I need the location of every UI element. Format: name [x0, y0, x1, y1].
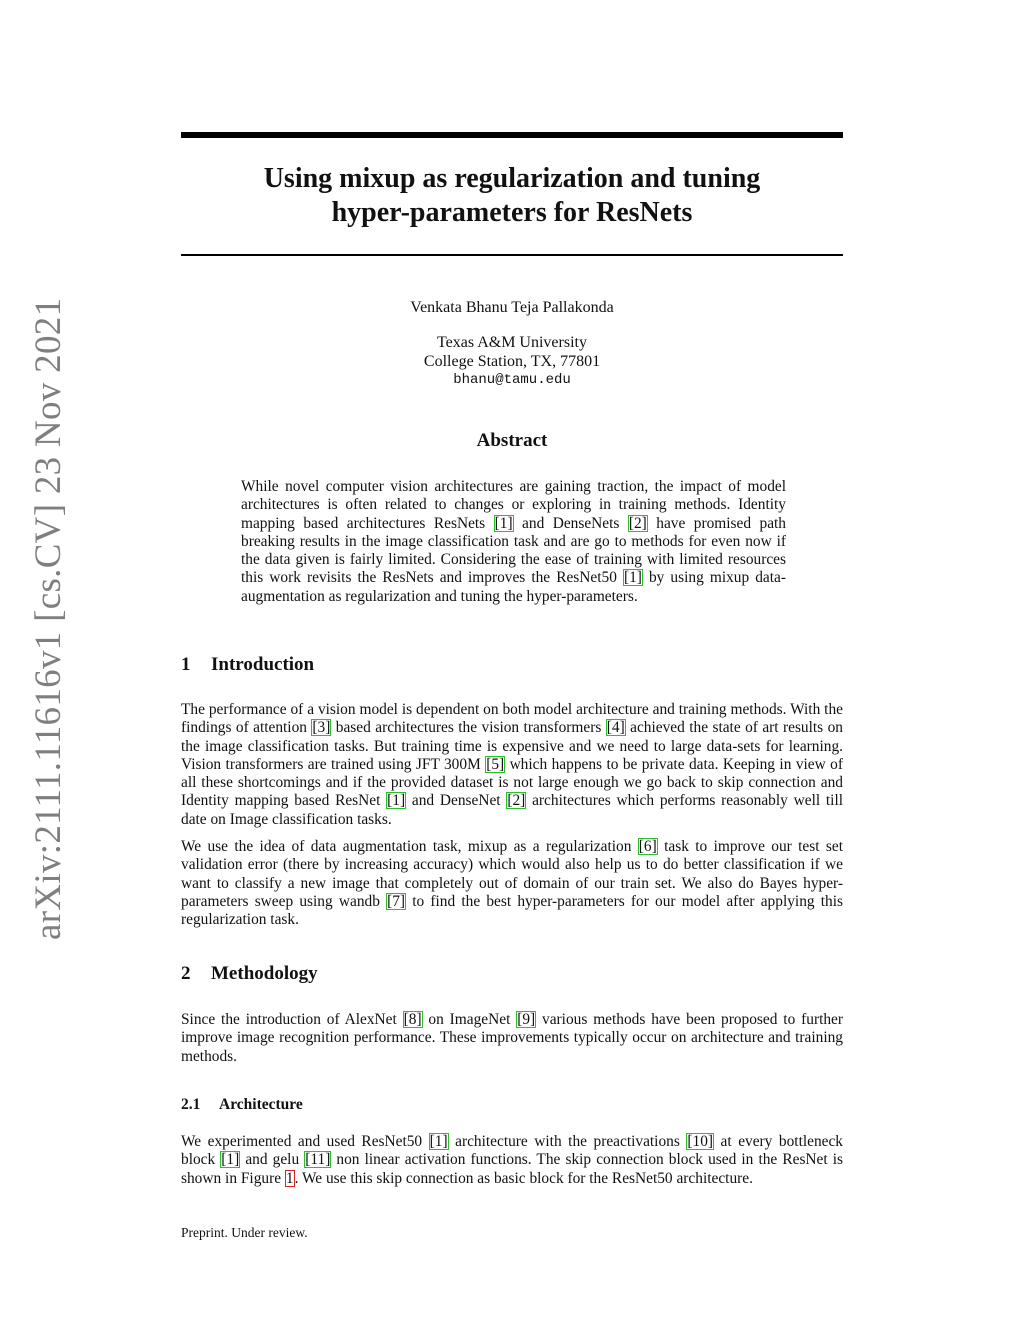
- body-text: . We use this skip connection as basic block for the ResNet50 architecture.: [294, 1169, 753, 1187]
- citation-link[interactable]: [2]: [507, 792, 526, 810]
- citation-link[interactable]: [10]: [687, 1133, 714, 1150]
- citation-link[interactable]: [1]: [494, 514, 513, 532]
- body-text: and gelu: [240, 1151, 305, 1169]
- citation-link[interactable]: [2]: [628, 514, 647, 532]
- citation-link[interactable]: [7]: [387, 892, 406, 910]
- citation-link[interactable]: [5]: [486, 755, 505, 773]
- section-heading-introduction: [181, 654, 314, 676]
- citation-link[interactable]: [1]: [623, 569, 642, 587]
- section-number: 1: [181, 654, 191, 675]
- abstract-text: have promised path breaking results in the image classification task and are go to methods for even now if the data given is fairly limited. Considering the ease of training with limited resources this work revisits the ResNets and improves the ResNet50: [241, 514, 787, 587]
- body-text: task to improve our test set validation error (there by increasing accuracy) which would also help us to do better classification if we want to classify a new image that completely out of domain of our train set. We also do Bayes hyper-parameters sweep using wandb: [181, 838, 843, 910]
- body-text: which happens to be private data. Keeping in view of all these shortcomings and if the provided dataset is not large enough we go back to skip connection and Identity mapping based ResNet: [181, 755, 843, 810]
- body-text: We experimented and used ResNet50: [181, 1133, 429, 1150]
- citation-link[interactable]: [4]: [606, 719, 625, 737]
- subsection-title: Architecture: [219, 1096, 303, 1113]
- title-line-1: Using mixup as regularization and tuning: [263, 163, 761, 194]
- citation-link[interactable]: [6]: [638, 838, 657, 855]
- citation-link[interactable]: [3]: [312, 719, 331, 737]
- body-text: architectures which performs reasonably well till date on Image classification tasks.: [181, 792, 843, 828]
- architecture-paragraph: [181, 1133, 843, 1188]
- abstract-text: by using mixup data-augmentation as regularization and tuning the hyper-parameters.: [241, 569, 786, 605]
- author-name: Venkata Bhanu Teja Pallakonda: [410, 299, 614, 316]
- affiliation-line-1: Texas A&M University: [437, 334, 587, 351]
- body-text: various methods have been proposed to further improve image recognition performance. These improvements typically occur on architecture and training methods.: [181, 1011, 843, 1065]
- citation-link[interactable]: [1]: [387, 792, 406, 810]
- body-text: non linear activation functions. The skip connection block used in the ResNet is shown in Figure: [181, 1151, 844, 1187]
- title-top-rule: [181, 132, 843, 138]
- affiliation: [181, 333, 843, 390]
- footer-note: Preprint. Under review.: [181, 1225, 308, 1240]
- body-text: architecture with the preactivations: [448, 1133, 687, 1150]
- citation-link[interactable]: [8]: [403, 1011, 422, 1028]
- body-text: to find the best hyper-parameters for our model after applying this regularization task.: [181, 892, 843, 929]
- body-text: at every bottleneck block: [181, 1133, 844, 1169]
- body-text: We use the idea of data augmentation task, mixup as a regularization: [181, 838, 638, 855]
- abstract-heading: Abstract: [476, 430, 548, 451]
- citation-link[interactable]: [1]: [221, 1151, 240, 1169]
- methodology-paragraph: [181, 1011, 843, 1066]
- intro-paragraph-2: [181, 838, 843, 929]
- section-title: Introduction: [211, 654, 315, 675]
- body-text: based architectures the vision transformers: [331, 719, 606, 737]
- abstract-body: [241, 478, 786, 606]
- subsection-heading-architecture: [181, 1096, 303, 1114]
- abstract-text: and DenseNets: [513, 514, 628, 532]
- title-line-2: hyper-parameters for ResNets: [331, 197, 693, 228]
- body-text: The performance of a vision model is dependent on both model architecture and training methods. With the findings of attention: [181, 701, 843, 737]
- citation-link[interactable]: [11]: [305, 1151, 331, 1169]
- body-text: on ImageNet: [422, 1011, 517, 1028]
- body-text: achieved the state of art results on the image classification tasks. But training time is expensive and we need to large data-sets for learning. Vision transformers are trained using JFT 300M: [181, 719, 843, 773]
- section-number: 2: [181, 963, 191, 984]
- arxiv-stamp: arXiv:2111.11616v1 [cs.CV] 23 Nov 2021: [28, 297, 69, 940]
- body-text: Since the introduction of AlexNet: [181, 1011, 403, 1028]
- subsection-number: 2.1: [181, 1096, 201, 1113]
- citation-link[interactable]: [9]: [517, 1011, 536, 1028]
- section-title: Methodology: [211, 963, 318, 984]
- abstract-text: While novel computer vision architectures are gaining traction, the impact of model architectures is often related to changes or exploring in training methods. Identity mapping based architectures ResNets: [241, 478, 786, 532]
- title-bottom-rule: [181, 254, 843, 256]
- figure-reference-link[interactable]: 1: [285, 1169, 294, 1187]
- paper-title: [181, 162, 843, 230]
- intro-paragraph-1: [181, 701, 843, 829]
- author-email[interactable]: bhanu@tamu.edu: [453, 372, 571, 388]
- citation-link[interactable]: [1]: [429, 1133, 448, 1150]
- body-text: and DenseNet: [406, 792, 507, 810]
- affiliation-line-2: College Station, TX, 77801: [423, 353, 601, 370]
- section-heading-methodology: [181, 963, 318, 985]
